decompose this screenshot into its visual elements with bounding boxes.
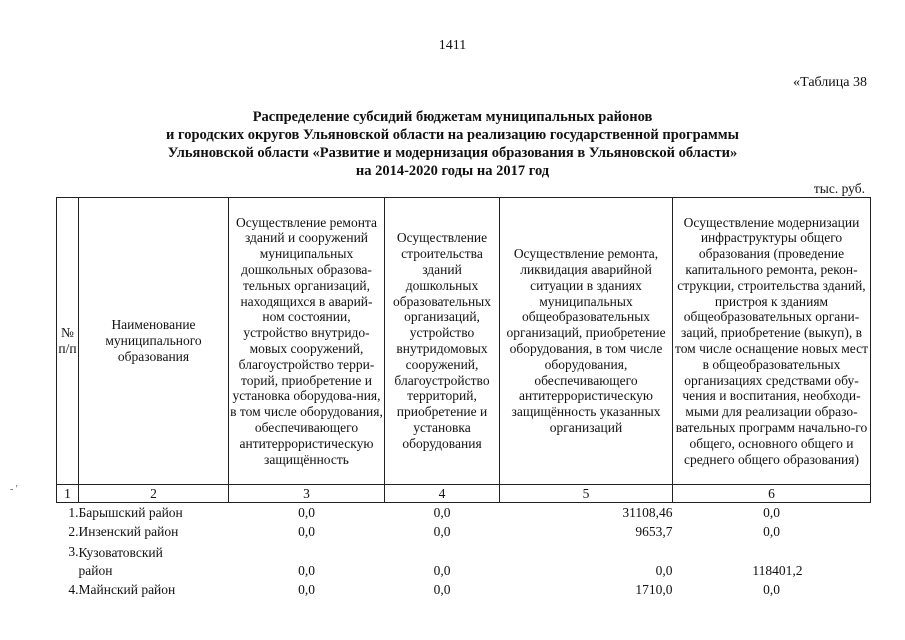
column-number: 3 <box>229 485 385 503</box>
header-col5: Осуществление ремонта, ликвидация аварийной ситуации в зданиях муниципальных общеобразовательных организаций, приобретение оборудования, в том числе оборудования, обеспечивающего антитеррористическую защищённость указанных организаций <box>500 198 673 485</box>
row-number: 3. <box>68 544 79 559</box>
margin-mark: - ' <box>10 484 18 495</box>
row-number: 4. <box>68 582 79 597</box>
column-number: 1 <box>57 485 79 503</box>
column-number: 2 <box>79 485 229 503</box>
value-col4: 0,0 <box>433 505 451 520</box>
value-col6: 0,0 <box>763 582 780 597</box>
value-col3: 0,0 <box>298 563 315 578</box>
value-col4: 0,0 <box>433 582 451 597</box>
table-title <box>0 108 905 180</box>
title-line: на 2014-2020 годы на 2017 год <box>355 163 550 179</box>
value-col3: 0,0 <box>298 582 315 597</box>
header-col6: Осуществление модернизации инфраструктуры общего образования (проведение капитального ремонта, рекон-струкции, строительства зданий, пристроя к зданиям общеобразовательных органи-заций, приобретение (выкуп), в том числе оснащение новых мест в общеобразовательных организациях средствами обу-чения и воспитания, необходи-мыми для реализации образо-вательных программ начально-го общего, основного общего и среднего общего образования) <box>673 198 871 485</box>
table-row <box>57 580 871 599</box>
row-number: 1. <box>68 505 79 520</box>
header-number: № п/п <box>57 198 79 485</box>
value-col4: 0,0 <box>433 563 451 578</box>
column-number: 5 <box>500 485 673 503</box>
value-col6: 0,0 <box>763 524 780 539</box>
header-col4: Осуществление строительства зданий дошкольных образовательных организаций, устройство внутридомовых сооружений, благоустройство территорий, приобретение и установка оборудования <box>385 198 500 485</box>
column-number-row <box>57 485 871 503</box>
municipality-name: Барышский район <box>78 505 183 520</box>
subsidies-table <box>56 197 871 599</box>
title-line: и городских округов Ульяновской области на реализацию государственной программы <box>166 127 739 143</box>
municipality-name: Инзенский район <box>78 524 179 539</box>
units-label: тыс. руб. <box>813 181 865 196</box>
page-number: 1411 <box>438 38 467 53</box>
municipality-name: Кузоватовский район <box>78 545 163 578</box>
column-number: 4 <box>385 485 500 503</box>
title-line: Ульяновской области «Развитие и модернизация образования в Ульяновской области» <box>167 145 738 161</box>
header-row <box>57 198 871 485</box>
header-col3: Осуществление ремонта зданий и сооружений муниципальных дошкольных образова-тельных организаций, находящихся в аварий-ном состоянии, устройство внутридо-мовых сооружений, благоустройство терри-торий, приобретение и установка оборудова-ния, в том числе оборудования, обеспечивающего антитеррористическую защищённость <box>229 198 385 485</box>
title-line: Распределение субсидий бюджетам муниципальных районов <box>252 109 653 125</box>
table-label: «Таблица 38 <box>793 75 867 90</box>
value-col5: 0,0 <box>655 563 673 578</box>
value-col6: 118401,2 <box>752 563 803 578</box>
value-col3: 0,0 <box>298 505 315 520</box>
table-row <box>57 541 871 580</box>
table-row <box>57 522 871 541</box>
table-row <box>57 503 871 523</box>
value-col6: 0,0 <box>763 505 780 520</box>
value-col5: 1710,0 <box>635 582 673 597</box>
column-number: 6 <box>673 485 871 503</box>
value-col4: 0,0 <box>433 524 451 539</box>
row-number: 2. <box>68 524 79 539</box>
value-col5: 9653,7 <box>635 524 673 539</box>
value-col3: 0,0 <box>298 524 315 539</box>
municipality-name: Майнский район <box>78 582 176 597</box>
value-col5: 31108,46 <box>622 505 673 520</box>
header-name: Наименование муниципального образования <box>79 198 229 485</box>
